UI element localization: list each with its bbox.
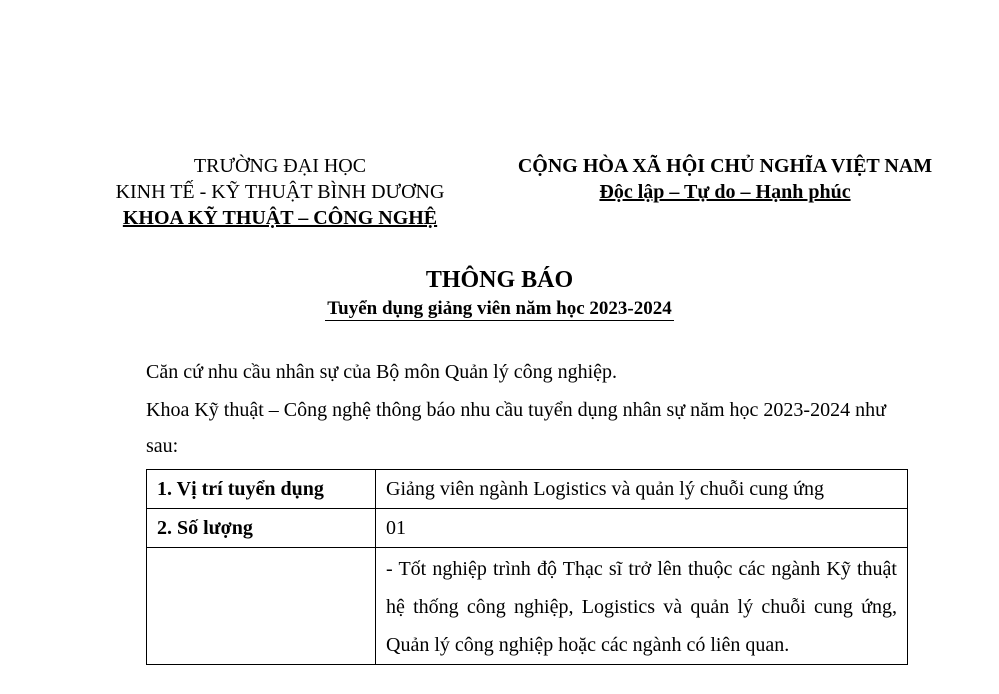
table-row [147,470,908,509]
row-label: 2. Số lượng [147,509,376,548]
row-label [147,548,376,665]
row-value: 01 [376,509,908,548]
national-motto: Độc lập – Tự do – Hạnh phúc [599,181,851,203]
row-label: 1. Vị trí tuyển dụng [147,470,376,509]
national-title: CỘNG HÒA XÃ HỘI CHỦ NGHĨA VIỆT NAM [517,155,933,177]
header-left [90,153,470,231]
recruitment-table [146,469,908,665]
document-subtitle: Tuyển dụng giảng viên năm học 2023-2024 [327,298,672,319]
university-name-line1: TRƯỜNG ĐẠI HỌC [193,155,367,177]
paragraph-basis: Căn cứ nhu cầu nhân sự của Bộ môn Quản lý công nghiệp. [146,361,618,383]
university-name-line2: KINH TẾ - KỸ THUẬT BÌNH DƯƠNG [115,181,445,203]
document-title: THÔNG BÁO [425,267,574,293]
header-right [490,153,960,205]
table-row [147,509,908,548]
faculty-name: KHOA KỸ THUẬT – CÔNG NGHỆ [122,207,438,229]
row-value: Giảng viên ngành Logistics và quản lý chuỗi cung ứng [376,470,908,509]
paragraph-announcement: Khoa Kỹ thuật – Công nghệ thông báo nhu cầu tuyển dụng nhân sự năm học 2023-2024 như sau: [146,399,886,457]
table-row [147,548,908,665]
requirements-value: - Tốt nghiệp trình độ Thạc sĩ trở lên thuộc các ngành Kỹ thuật hệ thống công nghiệp, Logistics và quản lý chuỗi cung ứng, Quản lý công nghiệp hoặc các ngành có liên quan. [376,548,908,665]
document-subtitle-wrap [0,296,999,322]
